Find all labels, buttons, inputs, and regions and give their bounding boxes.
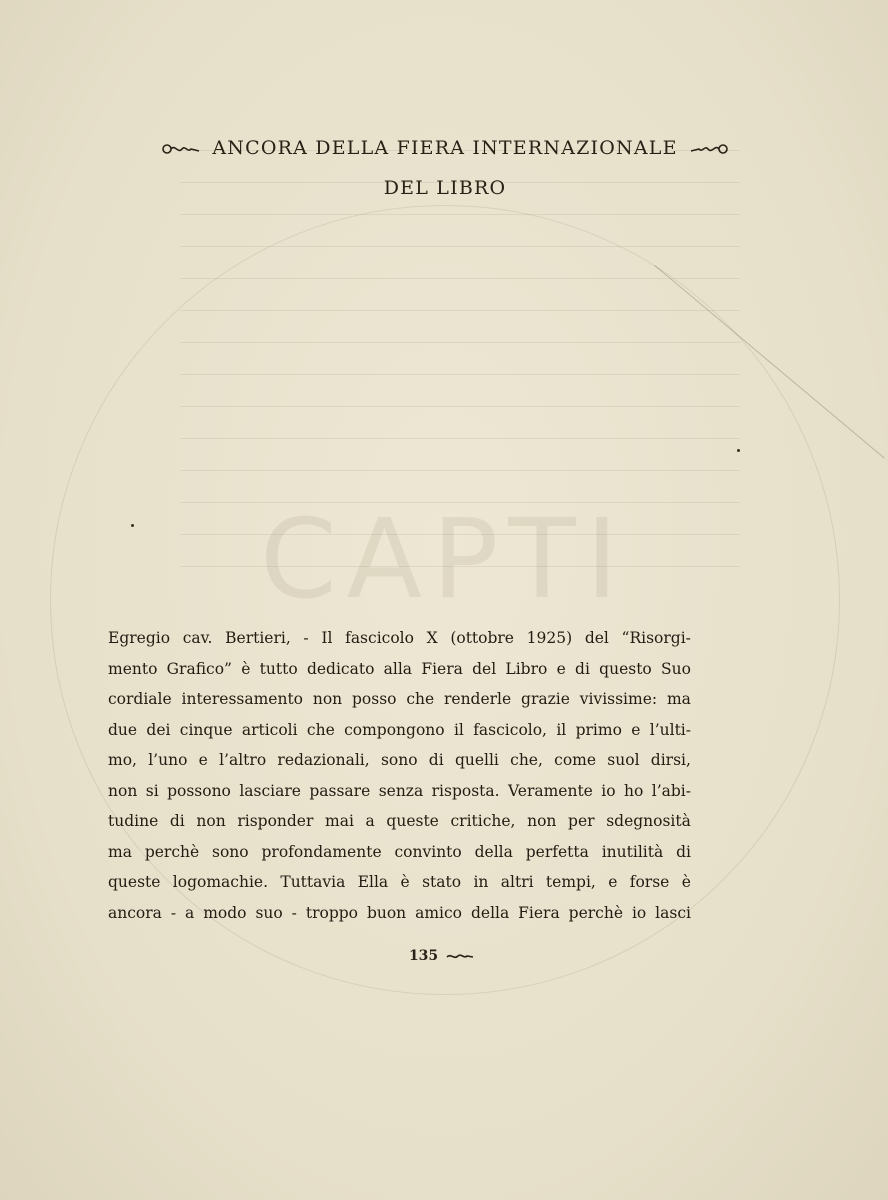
- text-line: ancora - a modo suo - troppo buon amico della Fiera perchè io lasci: [108, 903, 691, 922]
- text-line: ma perchè sono profondamente convinto della perfetta inutilità di: [108, 842, 691, 861]
- text-line: due dei cinque articoli che compongono il fascicolo, il primo e l’ulti-: [108, 720, 691, 739]
- speck: [131, 524, 134, 527]
- chapter-heading: [100, 128, 790, 208]
- heading-text-1: ANCORA DELLA FIERA INTERNAZIONALE: [212, 137, 678, 159]
- fleuron-right-icon: [689, 142, 729, 156]
- text-line: mento Grafico” è tutto dedicato alla Fiera del Libro e di questo Suo: [108, 659, 691, 678]
- body-paragraph: [108, 623, 691, 928]
- fleuron-folio-icon: [445, 951, 475, 961]
- text-line: non si possono lasciare passare senza risposta. Veramente io ho l’abi-: [108, 781, 691, 800]
- speck: [737, 449, 740, 452]
- watermark-text: CAPTI: [259, 495, 629, 623]
- heading-line-1: [100, 128, 790, 168]
- page-number: [0, 948, 888, 964]
- heading-text-2: DEL LIBRO: [383, 177, 507, 199]
- text-line: queste logomachie. Tuttavia Ella è stato in altri tempi, e forse è: [108, 873, 691, 891]
- page-number-text: 135: [408, 948, 439, 964]
- text-line: tudine di non risponder mai a queste critiche, non per sdegnosità: [108, 812, 691, 830]
- text-line: Egregio cav. Bertieri, - Il fascicolo X (ottobre 1925) del “Risorgi-: [108, 629, 691, 647]
- fleuron-left-icon: [161, 142, 201, 156]
- text-line: cordiale interessamento non posso che renderle grazie vivissime: ma: [108, 690, 691, 708]
- text-line: mo, l’uno e l’altro redazionali, sono di quelli che, come suol dirsi,: [108, 751, 691, 769]
